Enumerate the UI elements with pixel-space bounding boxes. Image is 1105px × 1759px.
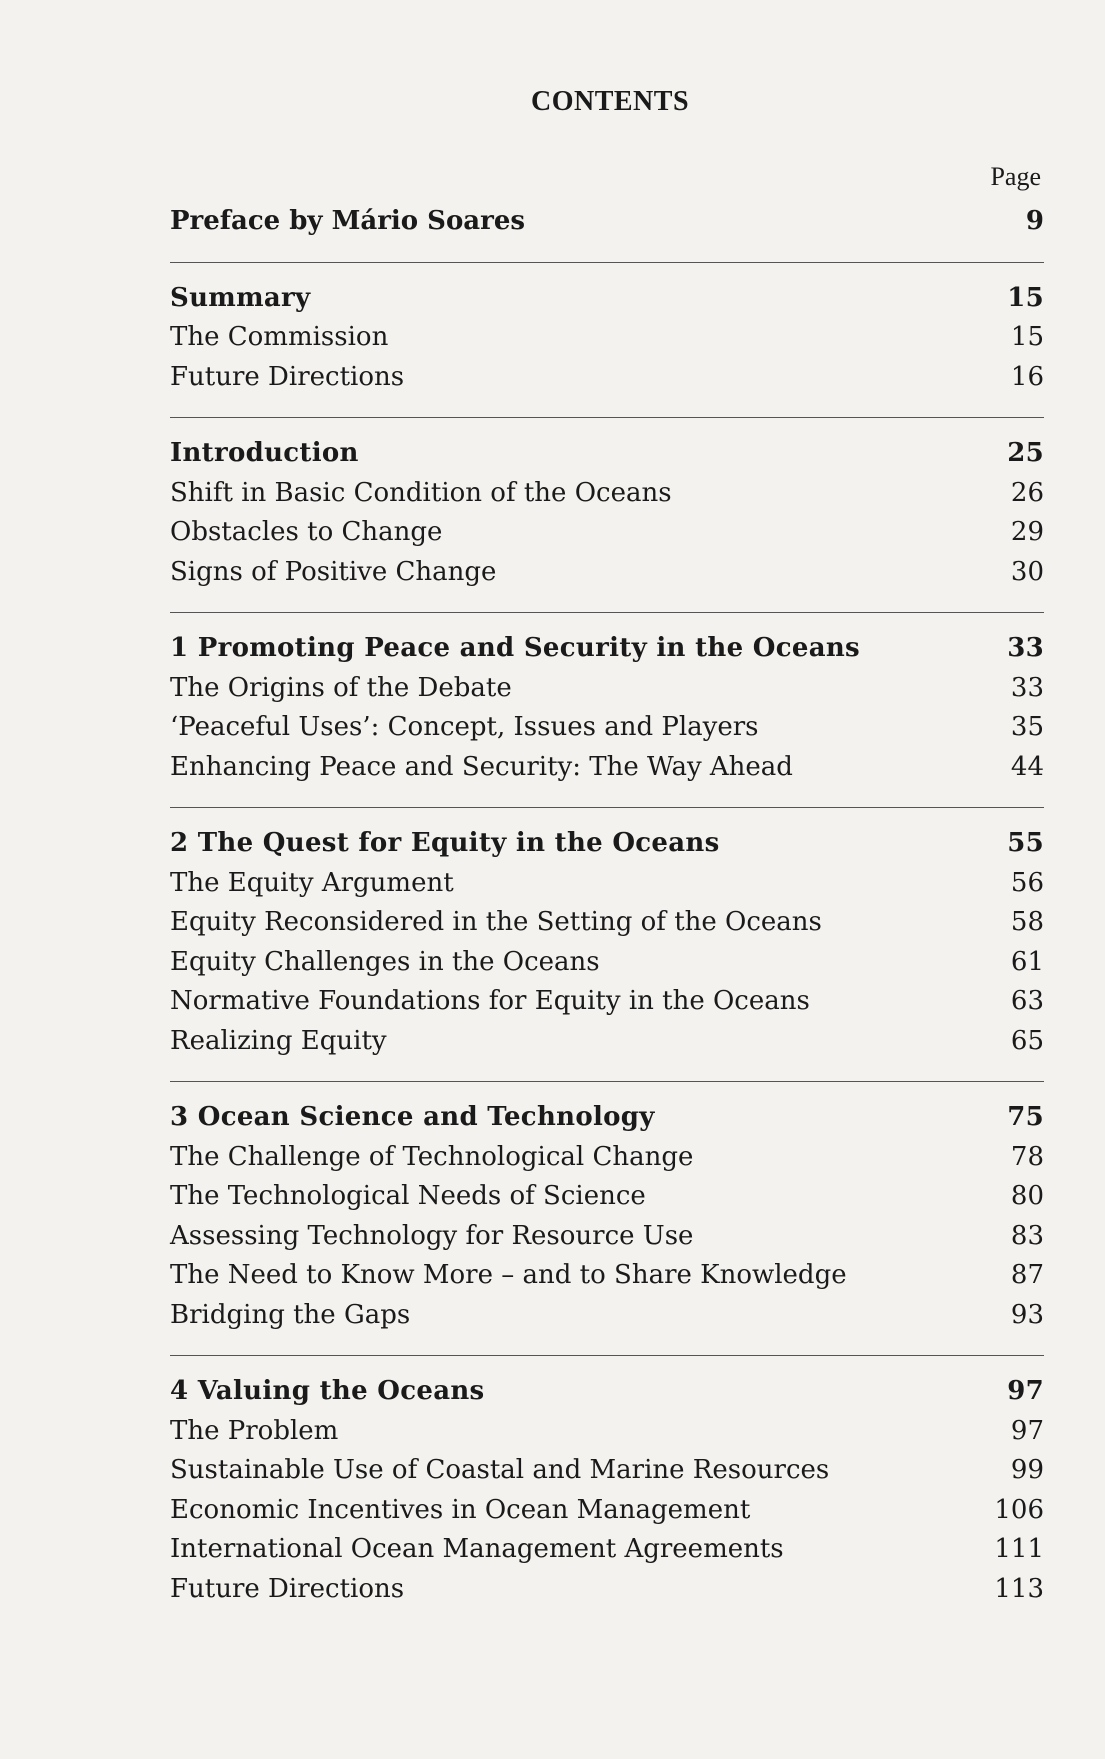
page-title: CONTENTS	[530, 86, 690, 117]
toc-entry	[170, 318, 1044, 358]
toc-entry-page: 106	[994, 1494, 1044, 1525]
toc-entry-page: 97	[1010, 1415, 1044, 1446]
toc-entry-label: Realizing Equity	[170, 1025, 387, 1056]
toc-entry-page: 80	[1010, 1181, 1044, 1211]
toc-entry	[170, 1451, 1044, 1491]
toc-entry	[170, 513, 1044, 553]
toc-section-heading	[170, 629, 1044, 669]
toc-entry-label: Obstacles to Change	[170, 517, 443, 547]
toc-entry-label: 3 Ocean Science and Technology	[170, 1102, 655, 1132]
toc-section-heading	[170, 1372, 1044, 1412]
toc-entry-label: Bridging the Gaps	[170, 1299, 411, 1330]
toc-entry	[170, 358, 1044, 398]
toc-section-heading	[170, 824, 1044, 864]
toc-entry	[170, 1491, 1044, 1531]
toc-entry	[170, 903, 1044, 943]
toc-entry-label: Introduction	[170, 438, 359, 468]
toc-entry-label: Future Directions	[170, 361, 405, 392]
toc-entry	[170, 1022, 1044, 1062]
toc-entry	[170, 1138, 1044, 1178]
toc-entry	[170, 982, 1044, 1022]
toc-entry-label: Shift in Basic Condition of the Oceans	[170, 477, 672, 508]
toc-entry	[170, 1530, 1044, 1570]
page-column-label: Page	[990, 162, 1041, 191]
toc-entry-page: 30	[1010, 556, 1044, 587]
toc-entry-page: 97	[1007, 1376, 1044, 1406]
toc-entry-page: 75	[1007, 1102, 1044, 1132]
toc-entry-label: Sustainable Use of Coastal and Marine Resources	[170, 1455, 830, 1485]
toc-section-heading	[170, 1098, 1044, 1138]
toc-entry-page: 35	[1010, 712, 1044, 742]
toc-entry	[170, 1217, 1044, 1257]
toc-entry-label: 2 The Quest for Equity in the Oceans	[170, 828, 720, 858]
toc-entry	[170, 1296, 1044, 1336]
toc-entry	[170, 748, 1044, 788]
toc-entry-page: 15	[1007, 282, 1044, 313]
toc-preface-row	[170, 202, 1044, 242]
toc-entry	[170, 1570, 1044, 1610]
toc-section	[170, 1098, 1044, 1335]
toc-entry-page: 99	[1010, 1455, 1044, 1485]
section-divider	[170, 807, 1044, 808]
toc-entry-page: 111	[994, 1534, 1044, 1564]
toc-entry-page: 83	[1010, 1220, 1044, 1251]
toc-entry-page: 93	[1010, 1299, 1044, 1330]
toc-entry-page: 44	[1010, 751, 1044, 782]
toc-entry-label: ‘Peaceful Uses’: Concept, Issues and Players	[170, 712, 759, 742]
toc-entry-page: 29	[1010, 517, 1044, 547]
toc-entry-label: The Need to Know More – and to Share Knowledge	[170, 1260, 847, 1290]
toc-entry-label: Equity Challenges in the Oceans	[170, 946, 600, 977]
toc-entry-page: 26	[1010, 477, 1044, 508]
toc-entry-page: 33	[1007, 633, 1044, 663]
toc-entry	[170, 1256, 1044, 1296]
toc-entry	[170, 474, 1044, 514]
toc-entry-page: 25	[1007, 438, 1044, 468]
toc-section	[170, 434, 1044, 592]
toc-entry-label: 1 Promoting Peace and Security in the Oceans	[170, 633, 860, 663]
toc-entry-label: The Challenge of Technological Change	[170, 1141, 694, 1172]
toc-entry	[170, 943, 1044, 983]
toc-entry-page: 33	[1010, 672, 1044, 703]
toc-entry-label: The Commission	[170, 322, 389, 352]
toc-entry-page: 15	[1010, 322, 1044, 352]
toc-entry-page: 61	[1010, 946, 1044, 977]
toc-entry	[170, 553, 1044, 593]
section-divider	[170, 417, 1044, 418]
toc-section-heading	[170, 279, 1044, 319]
toc-entry-label: Economic Incentives in Ocean Management	[170, 1494, 751, 1525]
toc-entry-page: 65	[1010, 1025, 1044, 1056]
toc-entry-page: 87	[1010, 1260, 1044, 1290]
toc-entry-label: Future Directions	[170, 1573, 405, 1604]
toc-entry-page: 113	[994, 1573, 1044, 1604]
section-divider	[170, 262, 1044, 263]
toc-entry-page: 58	[1010, 907, 1044, 937]
toc-section	[170, 1372, 1044, 1609]
toc-entry-page: 55	[1007, 828, 1044, 858]
toc-entry-label: 4 Valuing the Oceans	[170, 1376, 485, 1406]
toc-entry-label: International Ocean Management Agreements	[170, 1534, 784, 1564]
toc-entry	[170, 669, 1044, 709]
toc-entry-label: Enhancing Peace and Security: The Way Ahead	[170, 751, 793, 782]
section-divider	[170, 1081, 1044, 1082]
toc-section-heading	[170, 434, 1044, 474]
section-divider	[170, 612, 1044, 613]
toc-entry-page: 9	[1025, 206, 1044, 236]
toc-entry-label: The Problem	[170, 1415, 339, 1446]
toc-entry-page: 63	[1010, 986, 1044, 1016]
toc-entry-page: 16	[1010, 361, 1044, 392]
table-of-contents	[170, 202, 1044, 1609]
toc-entry-label: Summary	[170, 282, 311, 313]
toc-entry-label: The Technological Needs of Science	[170, 1181, 646, 1211]
toc-entry-label: Normative Foundations for Equity in the Oceans	[170, 986, 810, 1016]
toc-section	[170, 824, 1044, 1061]
toc-section	[170, 279, 1044, 398]
toc-entry-page: 78	[1010, 1141, 1044, 1172]
toc-entry	[170, 708, 1044, 748]
toc-entry-label: The Equity Argument	[170, 867, 454, 898]
toc-entry-page: 56	[1010, 867, 1044, 898]
toc-entry-label: Assessing Technology for Resource Use	[170, 1220, 694, 1251]
section-divider	[170, 1355, 1044, 1356]
toc-section	[170, 629, 1044, 787]
toc-entry	[170, 1177, 1044, 1217]
toc-entry	[170, 1412, 1044, 1452]
toc-entry-label: Equity Reconsidered in the Setting of the Oceans	[170, 907, 822, 937]
toc-entry	[170, 864, 1044, 904]
toc-entry-label: The Origins of the Debate	[170, 672, 512, 703]
toc-entry-label: Preface by Mário Soares	[170, 206, 526, 236]
toc-entry-label: Signs of Positive Change	[170, 556, 497, 587]
